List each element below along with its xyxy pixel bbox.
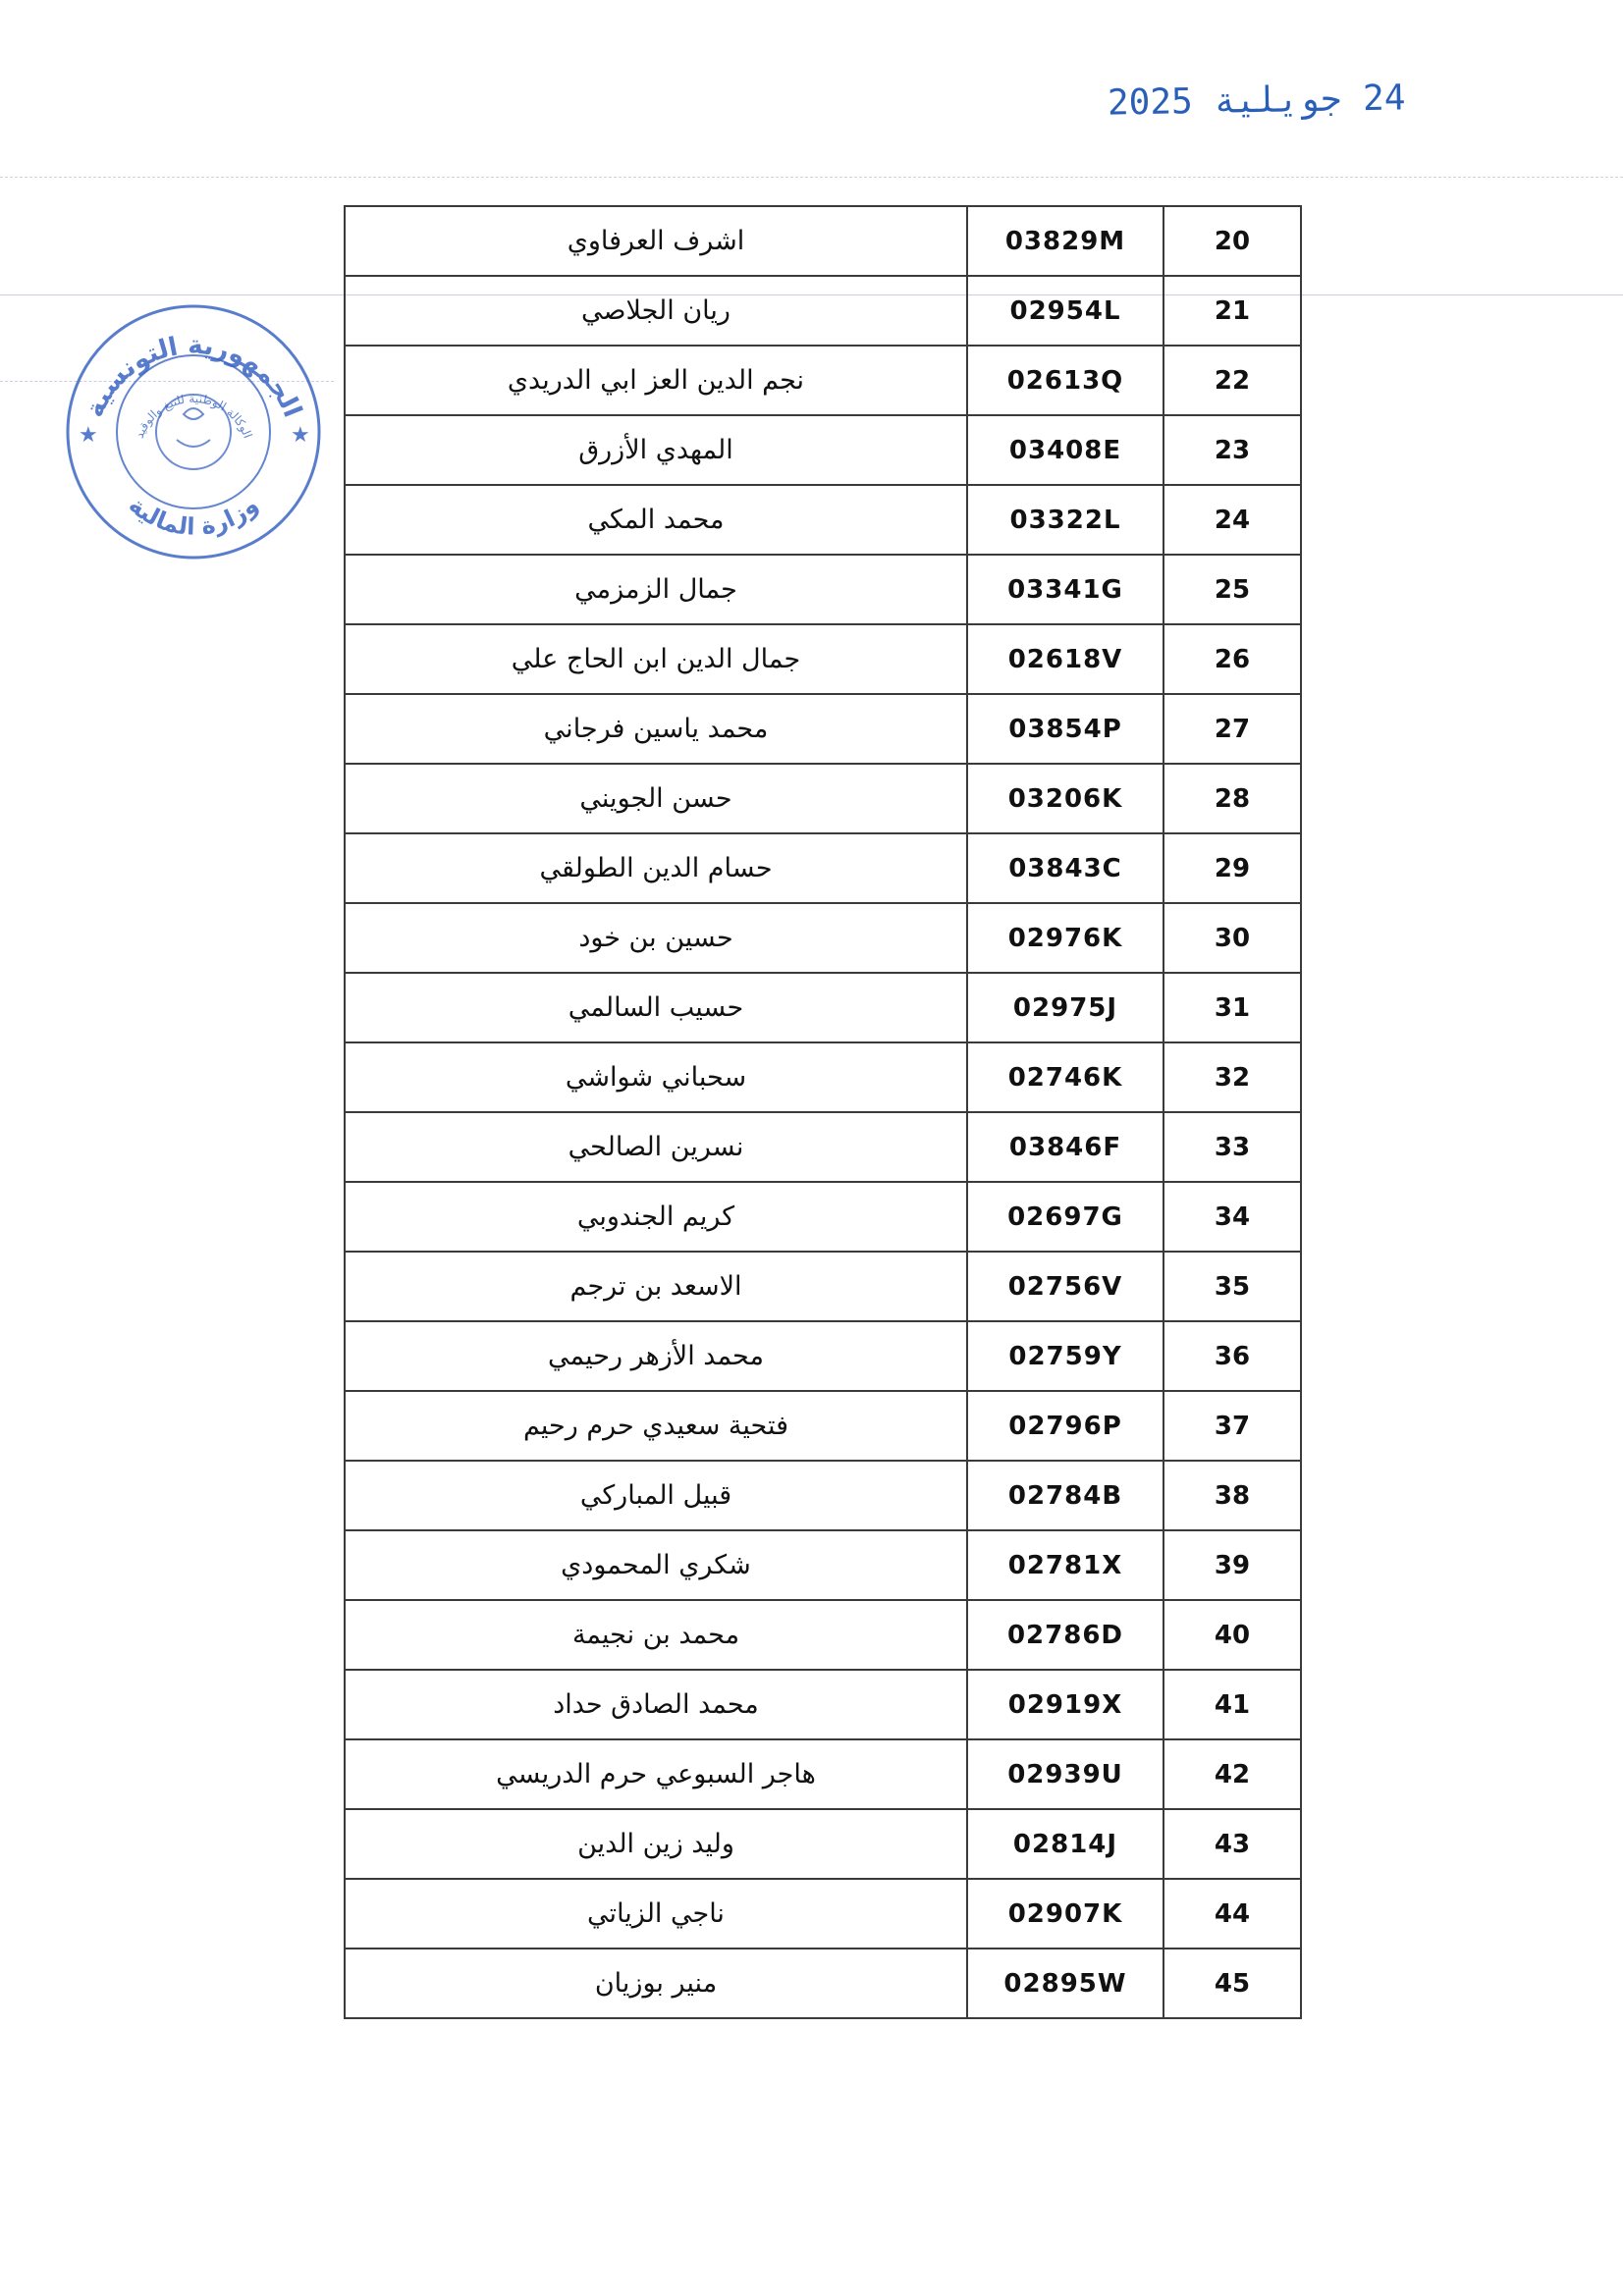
table-row <box>345 903 1301 973</box>
name-cell: الاسعد بن ترجم <box>345 1252 967 1321</box>
table-row <box>345 415 1301 485</box>
table-row <box>345 555 1301 624</box>
name-cell: حسن الجويني <box>345 764 967 833</box>
number-cell: 41 <box>1163 1670 1301 1739</box>
table-row <box>345 1739 1301 1809</box>
code-cell: 02814J <box>967 1809 1163 1879</box>
name-cell: قبيل المباركي <box>345 1461 967 1530</box>
table-row <box>345 1879 1301 1949</box>
number-cell: 37 <box>1163 1391 1301 1461</box>
code-cell: 02919X <box>967 1670 1163 1739</box>
number-cell: 27 <box>1163 694 1301 764</box>
number-cell: 33 <box>1163 1112 1301 1182</box>
name-cell: فتحية سعيدي حرم رحيم <box>345 1391 967 1461</box>
number-cell: 25 <box>1163 555 1301 624</box>
name-cell: نجم الدين العز ابي الدريدي <box>345 346 967 415</box>
table-row <box>345 1809 1301 1879</box>
name-cell: محمد الصادق حداد <box>345 1670 967 1739</box>
table-row <box>345 485 1301 555</box>
code-cell: 02786D <box>967 1600 1163 1670</box>
table-row <box>345 1670 1301 1739</box>
table-row <box>345 346 1301 415</box>
code-cell: 02954L <box>967 276 1163 346</box>
table-row <box>345 624 1301 694</box>
table-row <box>345 1391 1301 1461</box>
number-cell: 21 <box>1163 276 1301 346</box>
name-cell: وليد زين الدين <box>345 1809 967 1879</box>
name-cell: حسين بن خود <box>345 903 967 973</box>
name-cell: محمد بن نجيمة <box>345 1600 967 1670</box>
stamp-outer-text: الجمهورية التونسية <box>80 330 307 422</box>
name-cell: المهدي الأزرق <box>345 415 967 485</box>
code-cell: 02697G <box>967 1182 1163 1252</box>
name-cell: حسيب السالمي <box>345 973 967 1042</box>
name-cell: ناجي الزياتي <box>345 1879 967 1949</box>
code-cell: 02907K <box>967 1879 1163 1949</box>
number-cell: 32 <box>1163 1042 1301 1112</box>
number-cell: 34 <box>1163 1182 1301 1252</box>
code-cell: 02784B <box>967 1461 1163 1530</box>
names-table-body <box>345 206 1301 2018</box>
code-cell: 02976K <box>967 903 1163 973</box>
table-row <box>345 694 1301 764</box>
code-cell: 02975J <box>967 973 1163 1042</box>
name-cell: محمد الأزهر رحيمي <box>345 1321 967 1391</box>
table-row <box>345 1600 1301 1670</box>
number-cell: 43 <box>1163 1809 1301 1879</box>
code-cell: 03408E <box>967 415 1163 485</box>
table-row <box>345 276 1301 346</box>
table-row <box>345 1112 1301 1182</box>
table-row <box>345 1949 1301 2018</box>
code-cell: 03322L <box>967 485 1163 555</box>
name-cell: جمال الزمزمي <box>345 555 967 624</box>
number-cell: 35 <box>1163 1252 1301 1321</box>
stamp-bottom-text: وزارة المالية <box>123 491 264 541</box>
name-cell: كريم الجندوبي <box>345 1182 967 1252</box>
code-cell: 03829M <box>967 206 1163 276</box>
code-cell: 03846F <box>967 1112 1163 1182</box>
code-cell: 02618V <box>967 624 1163 694</box>
number-cell: 44 <box>1163 1879 1301 1949</box>
header-divider <box>0 177 1623 178</box>
table-row <box>345 1252 1301 1321</box>
name-cell: حسام الدين الطولقي <box>345 833 967 903</box>
code-cell: 03341G <box>967 555 1163 624</box>
code-cell: 02759Y <box>967 1321 1163 1391</box>
stamp-star-icon: ★ <box>79 423 98 448</box>
code-cell: 02895W <box>967 1949 1163 2018</box>
table-row <box>345 1321 1301 1391</box>
table-row <box>345 1461 1301 1530</box>
name-cell: هاجر السبوعي حرم الدريسي <box>345 1739 967 1809</box>
number-cell: 20 <box>1163 206 1301 276</box>
code-cell: 03843C <box>967 833 1163 903</box>
table-row <box>345 1530 1301 1600</box>
name-cell: جمال الدين ابن الحاج علي <box>345 624 967 694</box>
table-row <box>345 764 1301 833</box>
table-row <box>345 973 1301 1042</box>
name-cell: ريان الجلاصي <box>345 276 967 346</box>
code-cell: 02939U <box>967 1739 1163 1809</box>
number-cell: 26 <box>1163 624 1301 694</box>
number-cell: 22 <box>1163 346 1301 415</box>
number-cell: 29 <box>1163 833 1301 903</box>
svg-text:الوكالة الوطنية للتبغ والوقيد <box>133 392 255 440</box>
code-cell: 02781X <box>967 1530 1163 1600</box>
name-cell: اشرف العرفاوي <box>345 206 967 276</box>
name-cell: شكري المحمودي <box>345 1530 967 1600</box>
code-cell: 02746K <box>967 1042 1163 1112</box>
number-cell: 36 <box>1163 1321 1301 1391</box>
name-cell: نسرين الصالحي <box>345 1112 967 1182</box>
code-cell: 03854P <box>967 694 1163 764</box>
number-cell: 28 <box>1163 764 1301 833</box>
number-cell: 45 <box>1163 1949 1301 2018</box>
name-cell: سحباني شواشي <box>345 1042 967 1112</box>
number-cell: 39 <box>1163 1530 1301 1600</box>
code-cell: 02796P <box>967 1391 1163 1461</box>
number-cell: 38 <box>1163 1461 1301 1530</box>
official-stamp <box>51 285 336 569</box>
name-cell: محمد ياسين فرجاني <box>345 694 967 764</box>
name-cell: منير بوزيان <box>345 1949 967 2018</box>
number-cell: 31 <box>1163 973 1301 1042</box>
number-cell: 40 <box>1163 1600 1301 1670</box>
stamp-inner-text: الوكالة الوطنية للتبغ والوقيد <box>132 391 255 441</box>
table-row <box>345 206 1301 276</box>
name-cell: محمد المكي <box>345 485 967 555</box>
number-cell: 24 <box>1163 485 1301 555</box>
table-row <box>345 1182 1301 1252</box>
number-cell: 30 <box>1163 903 1301 973</box>
document-date: 24 جويلية 2025 <box>1107 78 1406 124</box>
code-cell: 02613Q <box>967 346 1163 415</box>
svg-text:وزارة المالية <box>124 491 264 540</box>
number-cell: 42 <box>1163 1739 1301 1809</box>
stamp-star-icon: ★ <box>291 423 310 448</box>
table-row <box>345 833 1301 903</box>
table-row <box>345 1042 1301 1112</box>
number-cell: 23 <box>1163 415 1301 485</box>
names-table <box>344 205 1302 2019</box>
code-cell: 03206K <box>967 764 1163 833</box>
code-cell: 02756V <box>967 1252 1163 1321</box>
